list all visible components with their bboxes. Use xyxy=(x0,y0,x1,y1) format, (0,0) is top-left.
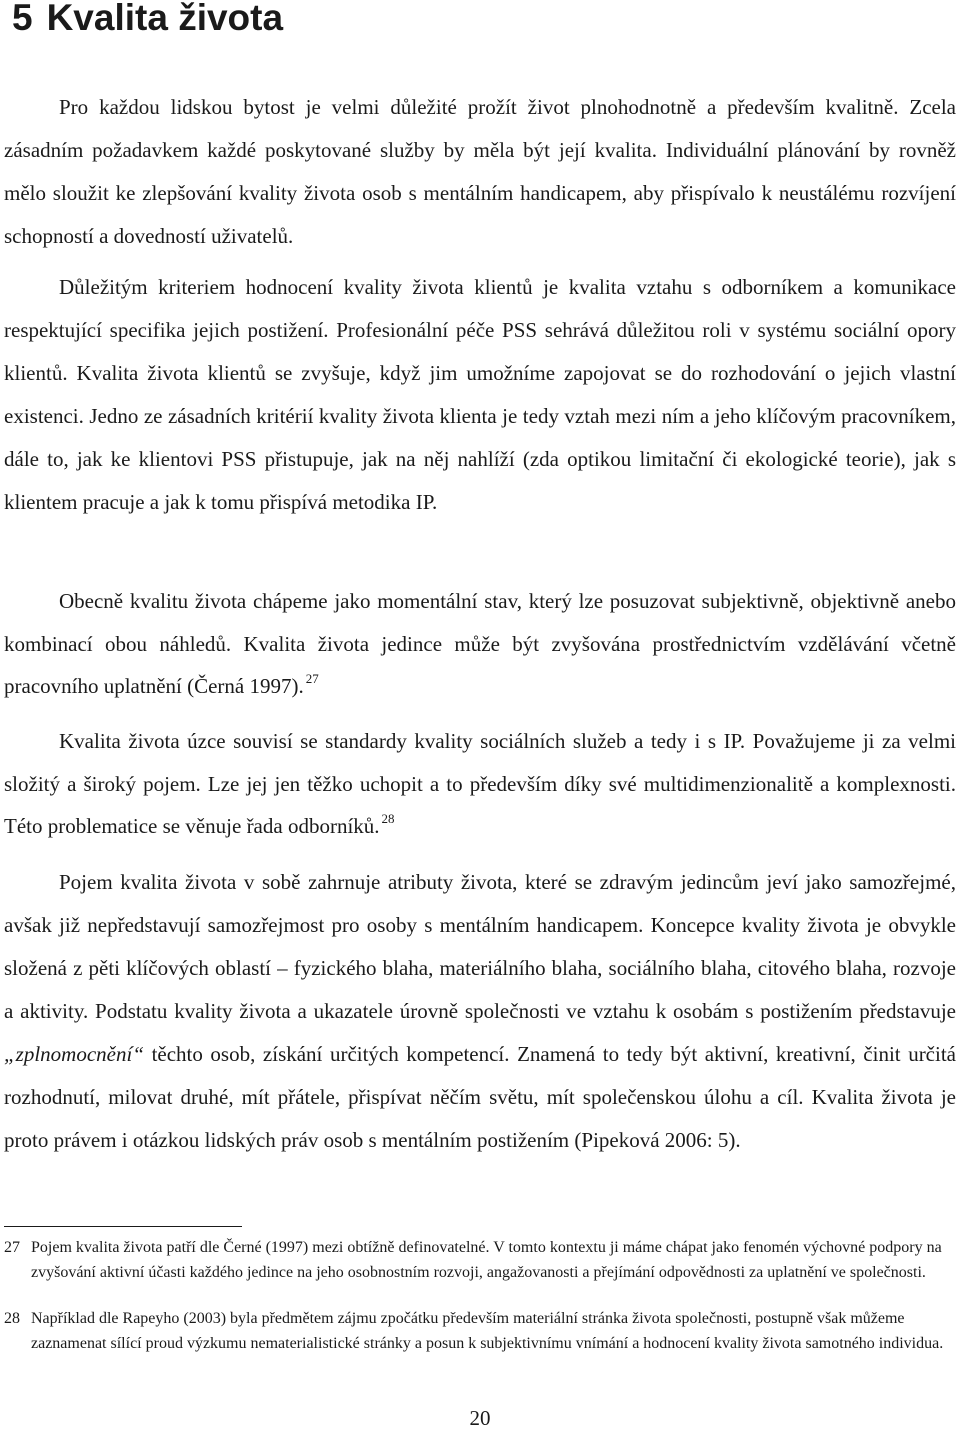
paragraph-5 xyxy=(4,861,956,1162)
footnote-27 xyxy=(4,1236,956,1285)
section-title: Kvalita života xyxy=(46,0,284,38)
section-heading xyxy=(12,0,283,40)
paragraph-4-text: Kvalita života úzce souvisí se standardy kvality sociálních služeb a tedy i s IP. Považujeme ji za velmi složitý a široký pojem. Lze jej jen těžko uchopit a to především díky své multidimenzionalitě a komplexnosti. Této problematice se věnuje řada odborníků. xyxy=(4,729,956,838)
paragraph-5-text-start: Pojem kvalita života v sobě zahrnuje atributy života, které se zdravým jedincům jeví jako samozřejmé, avšak již nepředstavují samozřejmost pro osoby s mentálním handicapem. Koncepce kvality života je obvykle složená z pěti klíčových oblastí – fyzického blaha, materiálního blaha, sociálního blaha, citového blaha, rozvoje a aktivity. Podstatu kvality života a ukazatele úrovně společnosti ve vztahu k osobám s postižením představuje xyxy=(4,870,956,1023)
paragraph-2: Důležitým kriteriem hodnocení kvality života klientů je kvalita vztahu s odborníkem a komunikace respektující specifika jejich postižení. Profesionální péče PSS sehrává důležitou roli v systému sociální opory klientů. Kvalita života klientů se zvyšuje, když jim umožníme zapojovat se do rozhodování o jejich vlastní existenci. Jedno ze zásadních kritérií kvality života klienta je tedy vztah mezi ním a jeho klíčovým pracovníkem, dále to, jak ke klientovi PSS přistupuje, jak na něj nahlíží (zda optikou limitační či ekologické teorie), jak s klientem pracuje a jak k tomu přispívá metodika IP. xyxy=(4,275,956,514)
page-number: 20 xyxy=(469,1406,491,1430)
footnote-ref-28[interactable]: 28 xyxy=(381,811,395,826)
paragraph-4 xyxy=(4,720,956,848)
footnote-number: 28 xyxy=(4,1310,20,1327)
footnote-separator xyxy=(4,1226,242,1227)
section-number: 5 xyxy=(12,0,33,38)
paragraph-1: Pro každou lidskou bytost je velmi důležité prožít život plnohodnotně a především kvalitně. Zcela zásadním požadavkem každé poskytované služby by měla být její kvalita. Individuální plánování by rovněž mělo sloužit ke zlepšování kvality života osob s mentálním handicapem, aby přispívalo k neustálému rozvíjení schopností a dovedností uživatelů. xyxy=(4,95,956,248)
footnote-number: 27 xyxy=(4,1239,20,1256)
footnote-text: Pojem kvalita života patří dle Černé (1997) mezi obtížně definovatelné. V tomto kontextu ji máme chápat jako fenomén výchovné podpory na zvyšování aktivní účasti každého jedince na jeho osobnostním rozvoji, angažovanosti a přejímání odpovědnosti za uplatnění ve společnosti. xyxy=(31,1239,942,1281)
paragraph-3 xyxy=(4,580,956,708)
footnote-ref-27[interactable]: 27 xyxy=(305,671,319,686)
emphasis-zplnomocneni: „zplnomocnění“ xyxy=(4,1042,145,1066)
paragraph-3-text: Obecně kvalitu života chápeme jako momentální stav, který lze posuzovat subjektivně, objektivně anebo kombinací obou náhledů. Kvalita života jedince může být zvyšována prostřednictvím vzdělávání včetně pracovního uplatnění (Černá 1997). xyxy=(4,589,956,698)
paragraph-5-text-end: těchto osob, získání určitých kompetencí. Znamená to tedy být aktivní, kreativní, činit určitá rozhodnutí, milovat druhé, mít přátele, přispívat něčím světu, mít společenskou úlohu a cíl. Kvalita života je proto právem i otázkou lidských práv osob s mentálním postižením (Pipeková 2006: 5). xyxy=(4,1042,956,1152)
footnote-text: Například dle Rapeyho (2003) byla předmětem zájmu zpočátku především materiální stránka života společnosti, postupně však můžeme zaznamenat sílící proud výzkumu nematerialistické stránky a posun k subjektivnímu vnímání a hodnocení kvality života samotného individua. xyxy=(31,1310,944,1352)
footnote-28 xyxy=(4,1307,956,1356)
